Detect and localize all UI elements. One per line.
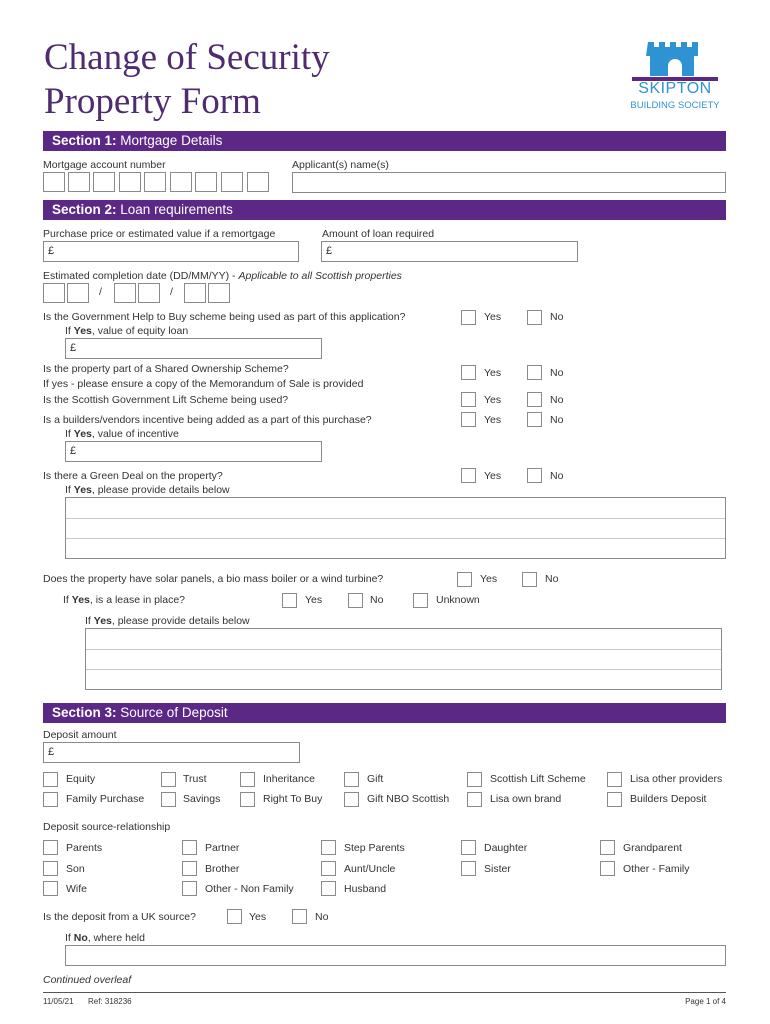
- lisa-own-checkbox[interactable]: [467, 792, 482, 807]
- yes-label: Yes: [484, 414, 502, 426]
- son-checkbox[interactable]: [43, 861, 58, 876]
- yes-label: Yes: [484, 470, 502, 482]
- parents-checkbox[interactable]: [43, 840, 58, 855]
- currency-symbol: £: [70, 342, 77, 354]
- page-title: [44, 36, 330, 124]
- scottish-lift-label: Scottish Lift Scheme: [490, 773, 586, 785]
- lift-scheme-no-checkbox[interactable]: [527, 392, 542, 407]
- solar-no-checkbox[interactable]: [522, 572, 537, 587]
- completion-date-input[interactable]: [43, 283, 233, 304]
- sister-checkbox[interactable]: [461, 861, 476, 876]
- where-held-input[interactable]: [65, 945, 726, 966]
- other-family-checkbox[interactable]: [600, 861, 615, 876]
- help-to-buy-yes-checkbox[interactable]: [461, 310, 476, 325]
- green-deal-details-textarea[interactable]: [65, 497, 726, 559]
- logo-subtext: BUILDING SOCIETY: [630, 100, 720, 111]
- inheritance-label: Inheritance: [263, 773, 315, 785]
- green-deal-yes-checkbox[interactable]: [461, 468, 476, 483]
- title-line-2: Property Form: [44, 81, 261, 122]
- sister-label: Sister: [484, 863, 511, 875]
- son-label: Son: [66, 863, 85, 875]
- no-label: No: [550, 470, 564, 482]
- grandparent-label: Grandparent: [623, 842, 682, 854]
- completion-label-text: Estimated completion date (DD/MM/YY) -: [43, 270, 239, 282]
- where-held-label: If No, where held: [65, 932, 145, 944]
- unknown-label: Unknown: [436, 594, 480, 606]
- inheritance-checkbox[interactable]: [240, 772, 255, 787]
- yes-label: Yes: [484, 394, 502, 406]
- wife-checkbox[interactable]: [43, 881, 58, 896]
- purchase-price-input[interactable]: [43, 241, 299, 262]
- loan-amount-label: Amount of loan required: [322, 228, 435, 240]
- incentive-question: Is a builders/vendors incentive being added as a part of this purchase?: [43, 414, 372, 426]
- deposit-amount-label: Deposit amount: [43, 729, 117, 741]
- equity-loan-input[interactable]: [65, 338, 322, 359]
- no-label: No: [550, 414, 564, 426]
- husband-checkbox[interactable]: [321, 881, 336, 896]
- gift-nbo-label: Gift NBO Scottish: [367, 793, 450, 805]
- right-to-buy-label: Right To Buy: [263, 793, 323, 805]
- solar-yes-checkbox[interactable]: [457, 572, 472, 587]
- loan-amount-input[interactable]: [321, 241, 578, 262]
- green-deal-question: Is there a Green Deal on the property?: [43, 470, 223, 482]
- yes-label: Yes: [480, 573, 498, 585]
- date-separator: /: [170, 286, 173, 298]
- uk-source-question: Is the deposit from a UK source?: [43, 911, 196, 923]
- footer-page: Page 1 of 4: [685, 997, 726, 1006]
- shared-ownership-no-checkbox[interactable]: [527, 365, 542, 380]
- lease-yes-checkbox[interactable]: [282, 593, 297, 608]
- lease-unknown-checkbox[interactable]: [413, 593, 428, 608]
- lease-details-label: If Yes, please provide details below: [85, 615, 250, 627]
- section-number: Section 3:: [52, 705, 117, 720]
- logo-text: SKIPTON: [638, 80, 712, 97]
- section-name: Loan requirements: [120, 202, 233, 217]
- incentive-yes-checkbox[interactable]: [461, 412, 476, 427]
- incentive-no-checkbox[interactable]: [527, 412, 542, 427]
- parents-label: Parents: [66, 842, 103, 854]
- footer-date: 11/05/21: [43, 997, 74, 1006]
- purchase-price-label: Purchase price or estimated value if a remortgage: [43, 228, 276, 240]
- other-non-family-checkbox[interactable]: [182, 881, 197, 896]
- savings-label: Savings: [183, 793, 221, 805]
- date-separator: /: [99, 286, 102, 298]
- family-purchase-label: Family Purchase: [66, 793, 145, 805]
- castle-icon: [626, 40, 724, 84]
- shared-ownership-yes-checkbox[interactable]: [461, 365, 476, 380]
- incentive-value-input[interactable]: [65, 441, 322, 462]
- scottish-lift-checkbox[interactable]: [467, 772, 482, 787]
- green-deal-details-label: If Yes, please provide details below: [65, 484, 230, 496]
- continued-overleaf: Continued overleaf: [43, 974, 132, 986]
- yes-label: Yes: [484, 367, 502, 379]
- footer-ref: Ref: 318236: [88, 997, 132, 1006]
- lisa-other-checkbox[interactable]: [607, 772, 622, 787]
- shared-ownership-question: Is the property part of a Shared Ownership Scheme?: [43, 363, 289, 375]
- currency-symbol: £: [48, 245, 55, 257]
- section-2-header: [43, 200, 726, 220]
- help-to-buy-question: Is the Government Help to Buy scheme being used as part of this application?: [43, 311, 406, 323]
- trust-label: Trust: [183, 773, 207, 785]
- yes-label: Yes: [249, 911, 267, 923]
- yes-label: Yes: [305, 594, 323, 606]
- brother-checkbox[interactable]: [182, 861, 197, 876]
- currency-symbol: £: [326, 245, 333, 257]
- gift-checkbox[interactable]: [344, 772, 359, 787]
- grandparent-checkbox[interactable]: [600, 840, 615, 855]
- equity-checkbox[interactable]: [43, 772, 58, 787]
- currency-symbol: £: [48, 746, 55, 758]
- step-parents-checkbox[interactable]: [321, 840, 336, 855]
- completion-date-label: [43, 270, 402, 282]
- help-to-buy-no-checkbox[interactable]: [527, 310, 542, 325]
- daughter-checkbox[interactable]: [461, 840, 476, 855]
- uk-source-yes-checkbox[interactable]: [227, 909, 242, 924]
- deposit-amount-input[interactable]: [43, 742, 300, 763]
- brother-label: Brother: [205, 863, 240, 875]
- lease-question: If Yes, is a lease in place?: [63, 594, 186, 606]
- trust-checkbox[interactable]: [161, 772, 176, 787]
- lisa-other-label: Lisa other providers: [630, 773, 723, 785]
- applicants-label: Applicant(s) name(s): [292, 159, 389, 171]
- section-number: Section 1:: [52, 133, 117, 148]
- section-1-header: [43, 131, 726, 151]
- step-parents-label: Step Parents: [344, 842, 405, 854]
- family-purchase-checkbox[interactable]: [43, 792, 58, 807]
- footer-divider: [43, 992, 726, 993]
- title-line-1: Change of Security: [44, 37, 330, 78]
- right-to-buy-checkbox[interactable]: [240, 792, 255, 807]
- solar-question: Does the property have solar panels, a bio mass boiler or a wind turbine?: [43, 573, 384, 585]
- uk-source-no-checkbox[interactable]: [292, 909, 307, 924]
- builders-deposit-label: Builders Deposit: [630, 793, 707, 805]
- section-name: Mortgage Details: [120, 133, 223, 148]
- section-number: Section 2:: [52, 202, 117, 217]
- no-label: No: [550, 394, 564, 406]
- builders-deposit-checkbox[interactable]: [607, 792, 622, 807]
- completion-note: Applicable to all Scottish properties: [238, 270, 402, 282]
- section-name: Source of Deposit: [120, 705, 228, 720]
- lift-scheme-yes-checkbox[interactable]: [461, 392, 476, 407]
- yes-label: Yes: [484, 311, 502, 323]
- lisa-own-label: Lisa own brand: [490, 793, 562, 805]
- green-deal-no-checkbox[interactable]: [527, 468, 542, 483]
- daughter-label: Daughter: [484, 842, 528, 854]
- aunt-uncle-label: Aunt/Uncle: [344, 863, 396, 875]
- equity-loan-label: If Yes, value of equity loan: [65, 325, 189, 337]
- no-label: No: [550, 311, 564, 323]
- applicants-name-input[interactable]: [292, 172, 726, 193]
- shared-ownership-note: If yes - please ensure a copy of the Memorandum of Sale is provided: [43, 378, 364, 390]
- currency-symbol: £: [70, 445, 77, 457]
- other-non-family-label: Other - Non Family: [205, 883, 294, 895]
- equity-label: Equity: [66, 773, 96, 785]
- gift-label: Gift: [367, 773, 384, 785]
- incentive-value-label: If Yes, value of incentive: [65, 428, 179, 440]
- gift-nbo-checkbox[interactable]: [344, 792, 359, 807]
- no-label: No: [545, 573, 559, 585]
- no-label: No: [550, 367, 564, 379]
- other-family-label: Other - Family: [623, 863, 690, 875]
- account-label: Mortgage account number: [43, 159, 166, 171]
- partner-checkbox[interactable]: [182, 840, 197, 855]
- husband-label: Husband: [344, 883, 387, 895]
- section-3-header: [43, 703, 726, 723]
- relationship-label: Deposit source-relationship: [43, 821, 171, 833]
- lease-no-checkbox[interactable]: [348, 593, 363, 608]
- no-label: No: [370, 594, 384, 606]
- aunt-uncle-checkbox[interactable]: [321, 861, 336, 876]
- wife-label: Wife: [66, 883, 87, 895]
- no-label: No: [315, 911, 329, 923]
- partner-label: Partner: [205, 842, 240, 854]
- lease-details-textarea[interactable]: [85, 628, 722, 690]
- savings-checkbox[interactable]: [161, 792, 176, 807]
- lift-scheme-question: Is the Scottish Government Lift Scheme being used?: [43, 394, 289, 406]
- skipton-logo: [626, 40, 724, 116]
